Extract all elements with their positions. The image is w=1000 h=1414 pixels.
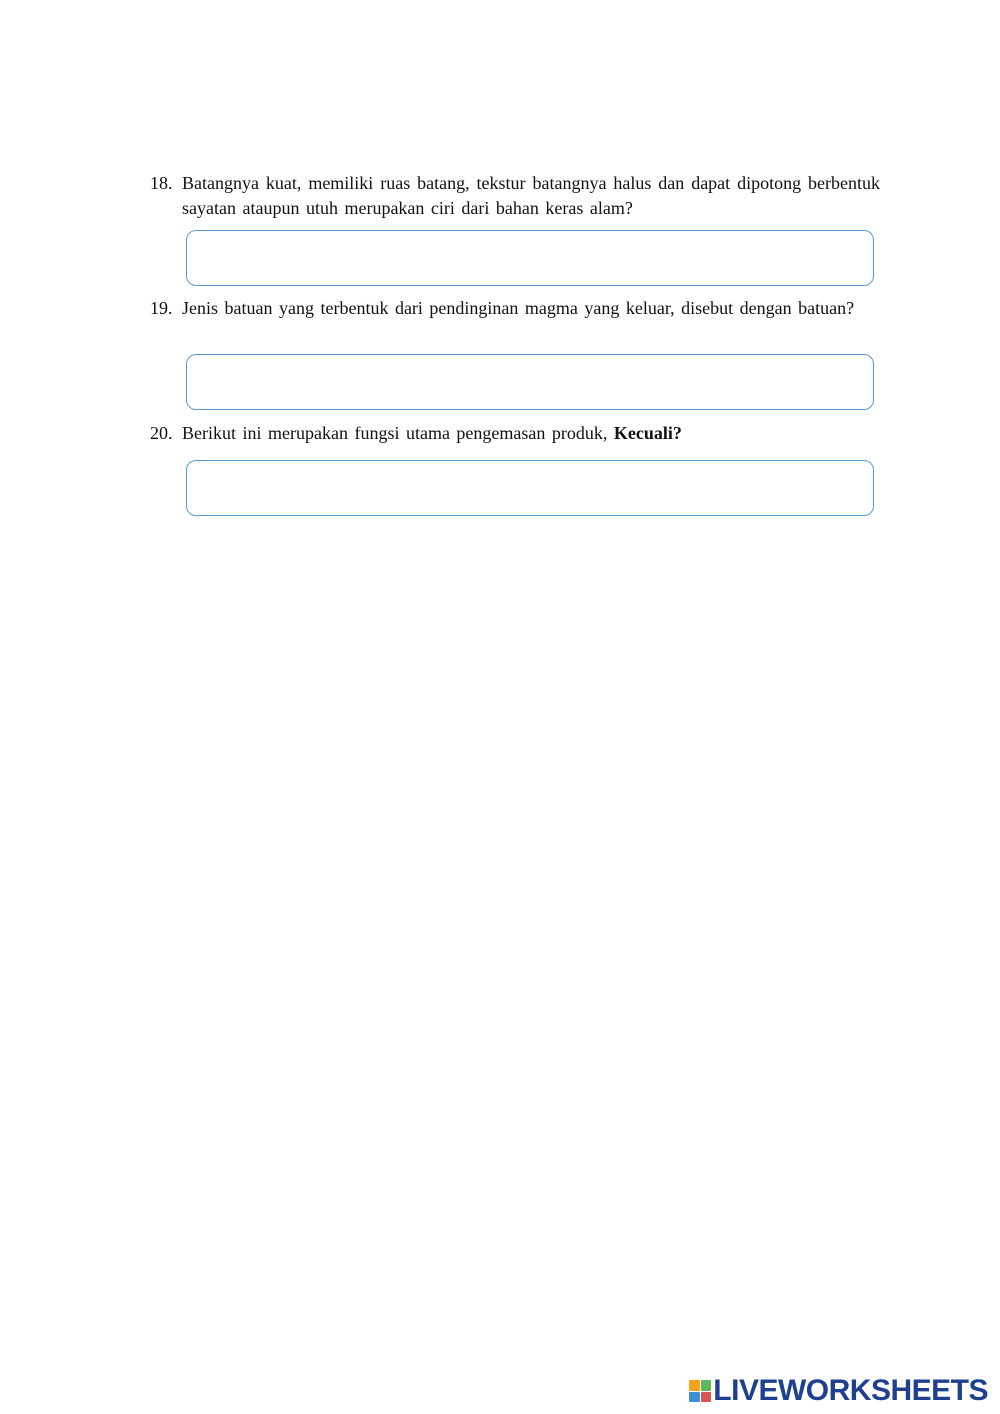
question-number: 18.	[150, 173, 173, 193]
answer-input-20[interactable]	[186, 460, 874, 516]
question-20	[150, 421, 880, 446]
answer-input-19[interactable]	[186, 354, 874, 410]
question-text-main: Berikut ini merupakan fungsi utama pengemasan produk,	[182, 423, 614, 443]
question-18	[150, 171, 880, 221]
brand-name: LIVEWORKSHEETS	[713, 1374, 988, 1407]
liveworksheets-brand	[689, 1374, 988, 1408]
question-text	[182, 421, 880, 446]
question-19	[150, 296, 880, 321]
question-number: 20.	[150, 423, 173, 443]
liveworksheets-logo-icon	[689, 1380, 711, 1402]
question-text: Jenis batuan yang terbentuk dari pendinginan magma yang keluar, disebut dengan batuan?	[182, 298, 855, 318]
answer-input-18[interactable]	[186, 230, 874, 286]
question-text-bold: Kecuali?	[613, 423, 682, 443]
question-number: 19.	[150, 298, 173, 318]
question-text: Batangnya kuat, memiliki ruas batang, tekstur batangnya halus dan dapat dipotong berbentuk sayatan ataupun utuh merupakan ciri dari bahan keras alam?	[182, 173, 880, 218]
